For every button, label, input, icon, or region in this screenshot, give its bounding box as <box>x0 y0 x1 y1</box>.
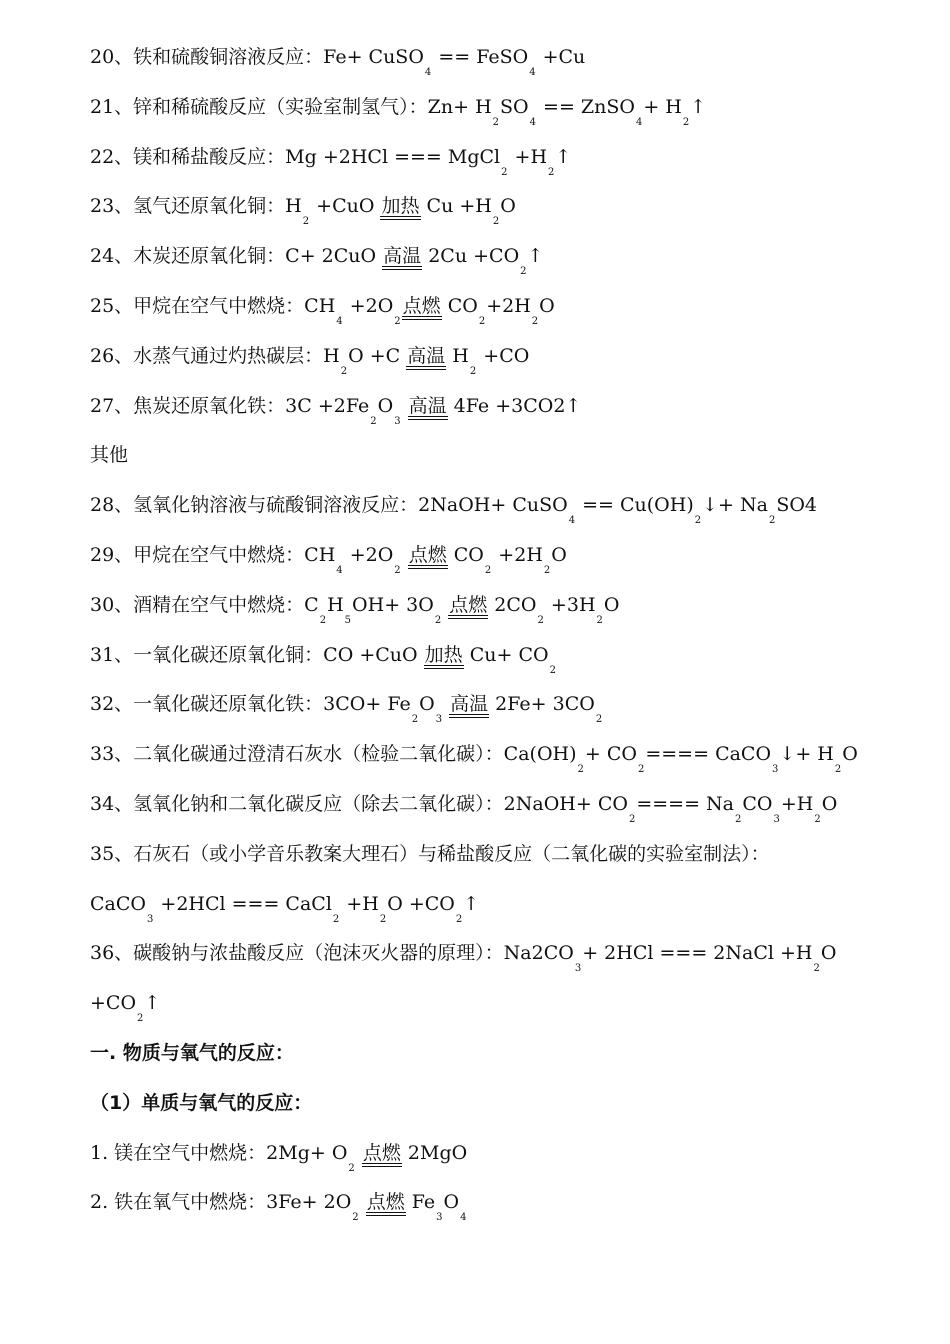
subscript: 4 <box>568 515 576 527</box>
subscript: 2 <box>478 316 486 327</box>
text-segment: O <box>419 693 435 716</box>
text-segment: +Cu <box>536 46 586 68</box>
text-segment: O +CO <box>387 892 455 915</box>
text-segment: ==== Na <box>636 793 734 815</box>
subscript: 2 <box>501 166 508 178</box>
subscript: 2 <box>370 415 377 427</box>
subscript: 2 <box>596 614 603 626</box>
subscript: 2 <box>548 166 555 178</box>
text-segment: 2Cu +CO <box>422 245 520 268</box>
subscript: 2 <box>492 116 500 128</box>
text-segment: 1. 镁在空气中燃烧：2Mg+ O <box>90 1141 348 1164</box>
text-segment: +3H <box>544 593 596 616</box>
text-segment: 27、焦炭还原氧化铁：3C +2Fe <box>90 394 370 417</box>
subscript: 2 <box>813 963 820 975</box>
text-segment: CO <box>447 544 484 566</box>
text-segment: SO4 <box>776 494 818 517</box>
text-segment: 20、铁和硫酸铜溶液反应：Fe+ CuSO <box>90 46 424 68</box>
text-segment: +2H <box>492 544 543 566</box>
reaction-condition: 点燃 <box>402 296 442 320</box>
text-segment: 23、氢气还原氧化铜：H <box>90 195 302 218</box>
subscript: 3 <box>574 963 582 975</box>
text-segment: 2CO <box>488 593 537 616</box>
text-segment: H <box>327 593 344 616</box>
subscript: 2 <box>735 814 742 825</box>
text-segment: 30、酒精在空气中燃烧：C <box>90 593 319 616</box>
subscript: 2 <box>455 913 463 925</box>
text-segment: 24、木炭还原氧化铜：C+ 2CuO <box>90 245 383 268</box>
text-segment: ==== CaCO <box>645 743 772 766</box>
text-segment: O <box>551 544 567 566</box>
reaction-condition: 点燃 <box>366 1192 406 1216</box>
subscript: 2 <box>394 316 401 327</box>
text-segment: Cu +H <box>420 195 492 218</box>
subscript: 4 <box>424 67 432 78</box>
subscript: 3 <box>146 913 154 925</box>
equation-line <box>90 892 479 925</box>
equation-line <box>90 1190 467 1223</box>
text-segment: + 2HCl === 2NaCl +H <box>582 942 813 965</box>
subscript: 2 <box>577 764 584 776</box>
text-segment: 33、二氧化碳通过澄清石灰水（检验二氧化碳）：Ca(OH) <box>90 743 577 766</box>
equation-line <box>90 643 557 676</box>
equation-line <box>90 294 555 327</box>
subscript: 2 <box>379 913 387 925</box>
text-segment: 其他 <box>90 444 129 467</box>
equation-line <box>90 543 567 576</box>
text-segment: 34、氢氧化钠和二氧化碳反应（除去二氧化碳）：2NaOH+ CO <box>90 793 628 815</box>
text-segment: +H <box>780 793 814 815</box>
subscript: 2 <box>628 814 636 825</box>
reaction-condition: 高温 <box>449 694 489 718</box>
text-segment: ↑ <box>555 145 572 168</box>
text-segment: 2. 铁在氧气中燃烧：3Fe+ 2O <box>90 1191 352 1214</box>
subscript: 2 <box>520 266 527 278</box>
subscript: 2 <box>332 913 340 925</box>
text-segment: +2O <box>343 295 394 317</box>
text-segment: +H <box>508 145 548 168</box>
subscript: 2 <box>595 714 603 726</box>
subscript: 2 <box>469 365 477 377</box>
text-segment: + CO <box>584 743 637 766</box>
reaction-condition: 点燃 <box>362 1143 402 1167</box>
subscript: 2 <box>637 764 645 776</box>
text-segment: 36、碳酸钠与浓盐酸反应（泡沫灭火器的原理）：Na2CO <box>90 942 574 965</box>
text-segment: +CO <box>90 992 137 1015</box>
text-segment: 35、石灰石（或小学音乐教案大理石）与稀盐酸反应（二氧化碳的实验室制法）： <box>90 842 770 865</box>
equation-line <box>90 991 160 1024</box>
text-segment: +CuO <box>310 195 381 218</box>
text-segment: Cu+ CO <box>463 643 549 666</box>
text-segment: +2HCl === CaCl <box>154 892 332 915</box>
subscript: 2 <box>411 714 419 726</box>
text-segment: ↓+ H <box>779 743 834 766</box>
reaction-condition: 高温 <box>382 246 422 270</box>
subscript: 2 <box>348 1162 355 1174</box>
equation-line <box>90 493 817 526</box>
equation-line <box>90 344 529 377</box>
equation-line <box>90 842 770 866</box>
text-segment: == ZnSO <box>537 95 635 118</box>
subscript: 5 <box>344 614 352 626</box>
subscript: 4 <box>529 116 536 128</box>
reaction-condition: 点燃 <box>408 545 448 569</box>
text-segment: ↑ <box>463 892 480 915</box>
equation-line <box>90 1141 467 1174</box>
text-segment: 21、锌和稀硫酸反应（实验室制氢气）：Zn+ H <box>90 95 492 118</box>
text-segment: 32、一氧化碳还原氧化铁：3CO+ Fe <box>90 693 411 716</box>
subscript: 2 <box>319 614 327 626</box>
text-segment: Fe <box>405 1191 436 1214</box>
subscript: 2 <box>549 664 556 676</box>
subscript: 4 <box>336 565 343 576</box>
subscript: 2 <box>352 1212 359 1224</box>
subscript: 4 <box>529 67 536 78</box>
equation-line <box>90 244 543 277</box>
subscript: 2 <box>531 316 539 327</box>
equation-line <box>90 95 706 128</box>
text-segment: CaCO <box>90 892 146 915</box>
reaction-condition: 加热 <box>380 196 420 220</box>
subscript: 2 <box>814 814 821 825</box>
subscript: 2 <box>484 565 492 576</box>
text-segment: O <box>500 195 516 218</box>
subscript: 3 <box>772 764 779 776</box>
equation-line <box>90 45 585 78</box>
subscript: 2 <box>340 365 348 377</box>
section-heading <box>90 1091 312 1115</box>
equation-line <box>90 692 603 725</box>
text-segment: O <box>821 793 838 815</box>
text-segment: 一. 物质与氧气的反应： <box>90 1042 294 1064</box>
text-segment: 2Fe+ 3CO <box>489 693 595 716</box>
text-segment: OH+ 3O <box>352 593 434 616</box>
subscript: 2 <box>834 764 842 776</box>
section-heading <box>90 1041 294 1065</box>
subscript: 4 <box>336 316 343 327</box>
text-segment: O <box>539 295 555 317</box>
reaction-condition: 高温 <box>408 396 448 420</box>
subscript: 2 <box>694 515 702 527</box>
text-segment: 26、水蒸气通过灼热碳层：H <box>90 344 340 367</box>
subscript: 2 <box>302 216 310 228</box>
reaction-condition: 高温 <box>406 346 446 370</box>
text-segment: ↑ <box>144 992 161 1015</box>
subscript: 3 <box>435 714 443 726</box>
text-segment: ↑ <box>690 95 707 118</box>
equation-line <box>90 394 581 427</box>
text-segment: +2O <box>343 544 394 566</box>
text-segment: +2H <box>486 295 531 317</box>
equation-line <box>90 941 836 974</box>
text-segment: O <box>443 1191 460 1214</box>
text-segment: O <box>842 743 858 766</box>
text-segment: SO <box>500 95 529 118</box>
text-segment: 29、甲烷在空气中燃烧：CH <box>90 544 336 566</box>
text-segment: 25、甲烷在空气中燃烧：CH <box>90 295 336 317</box>
subscript: 3 <box>436 1212 443 1224</box>
text-segment: == FeSO <box>432 46 529 68</box>
text-segment: == Cu(OH) <box>576 494 694 517</box>
subscript: 4 <box>635 116 643 128</box>
equation-line <box>90 593 619 626</box>
text-segment: CO <box>441 295 478 317</box>
reaction-condition: 加热 <box>424 645 464 669</box>
text-segment: H <box>446 344 469 367</box>
text-segment: O <box>377 394 394 417</box>
text-segment: 4Fe +3CO2↑ <box>447 394 582 417</box>
text-segment: ↓+ Na <box>702 494 768 517</box>
equation-line <box>90 792 837 825</box>
subscript: 2 <box>682 116 690 128</box>
subscript: 2 <box>537 614 544 626</box>
subscript: 2 <box>137 1013 144 1025</box>
equation-line <box>90 443 128 467</box>
text-segment: （1）单质与氧气的反应： <box>90 1091 313 1114</box>
text-segment: 28、氢氧化钠溶液与硫酸铜溶液反应：2NaOH+ CuSO <box>90 494 568 517</box>
text-segment: O <box>820 942 837 965</box>
equation-line <box>90 742 858 775</box>
text-segment: 31、一氧化碳还原氧化铜：CO +CuO <box>90 643 424 666</box>
subscript: 2 <box>434 614 442 626</box>
text-segment: O +C <box>348 344 407 367</box>
text-segment: ↑ <box>527 245 544 268</box>
text-segment: CO <box>742 793 773 815</box>
subscript: 2 <box>768 515 776 527</box>
subscript: 2 <box>394 565 401 576</box>
subscript: 2 <box>492 216 500 228</box>
subscript: 2 <box>543 565 551 576</box>
text-segment: + H <box>643 95 682 118</box>
equation-line <box>90 145 571 178</box>
subscript: 3 <box>394 415 401 427</box>
reaction-condition: 点燃 <box>448 595 488 619</box>
text-segment: +CO <box>477 344 530 367</box>
text-segment: 2MgO <box>401 1141 468 1164</box>
text-segment: +H <box>340 892 379 915</box>
equation-line <box>90 194 516 227</box>
text-segment: 22、镁和稀盐酸反应：Mg +2HCl === MgCl <box>90 145 501 168</box>
subscript: 3 <box>773 814 780 825</box>
subscript: 4 <box>460 1212 467 1224</box>
text-segment: O <box>603 593 620 616</box>
